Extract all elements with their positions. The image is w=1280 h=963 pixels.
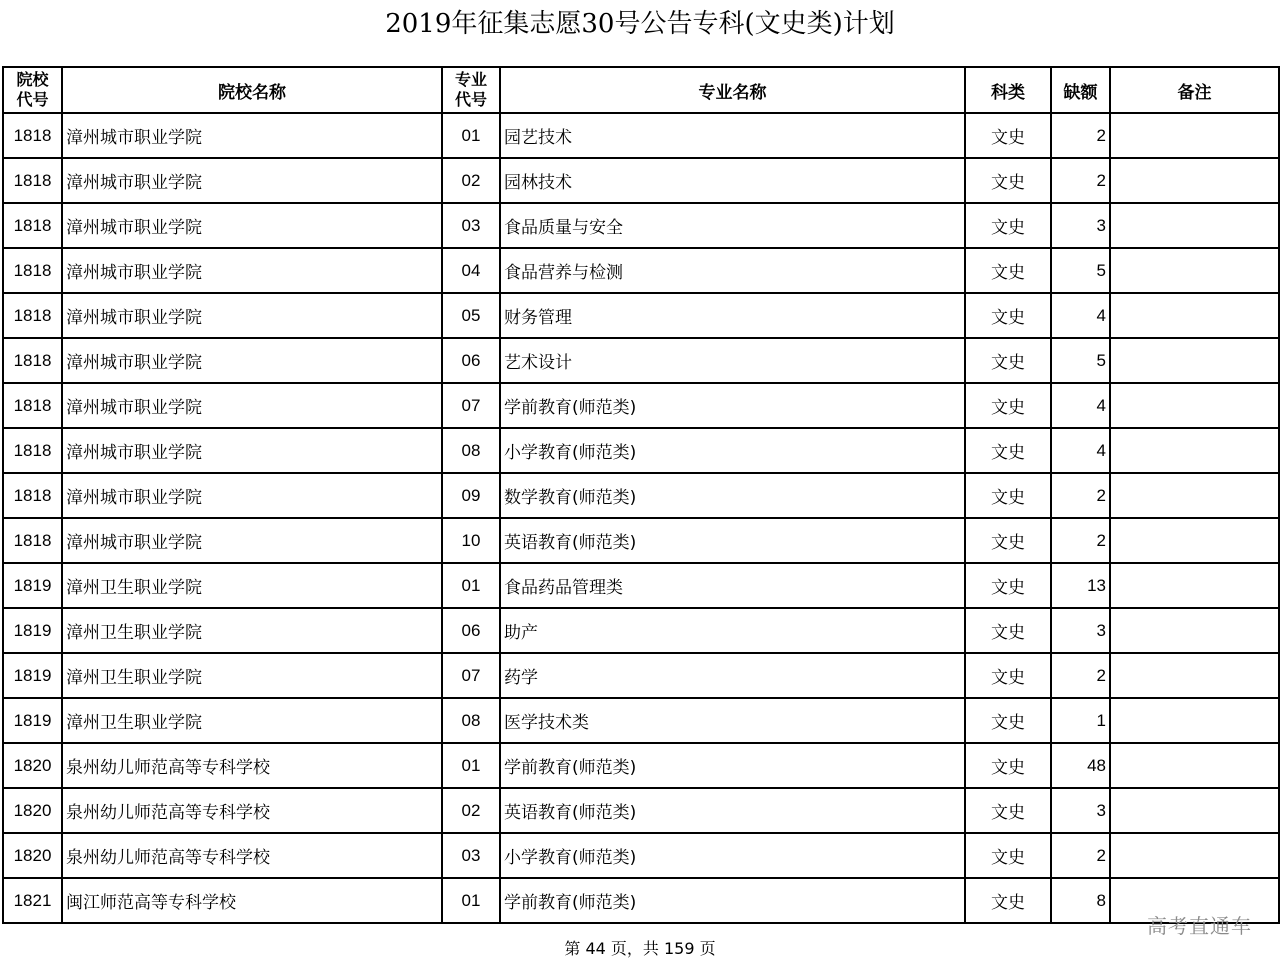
table-row [3, 428, 1279, 473]
cell-quota: 2 [1051, 833, 1110, 878]
cell-school-name: 漳州卫生职业学院 [62, 653, 442, 698]
table-row [3, 653, 1279, 698]
cell-note [1110, 518, 1279, 563]
cell-school-code: 1820 [3, 743, 62, 788]
cell-major-code: 01 [442, 113, 500, 158]
table-row [3, 338, 1279, 383]
cell-school-name: 漳州城市职业学院 [62, 473, 442, 518]
cell-major-name: 园林技术 [500, 158, 965, 203]
cell-category: 文史 [965, 338, 1051, 383]
cell-note [1110, 788, 1279, 833]
cell-category: 文史 [965, 383, 1051, 428]
cell-note [1110, 158, 1279, 203]
table-row [3, 383, 1279, 428]
table-body [3, 113, 1279, 923]
cell-note [1110, 113, 1279, 158]
cell-major-code: 02 [442, 788, 500, 833]
header-school-code-line1: 院校 [16, 70, 49, 89]
cell-note [1110, 653, 1279, 698]
cell-quota: 8 [1051, 878, 1110, 923]
cell-major-name: 数学教育(师范类) [500, 473, 965, 518]
table-row [3, 158, 1279, 203]
cell-major-code: 03 [442, 203, 500, 248]
cell-school-name: 漳州城市职业学院 [62, 383, 442, 428]
cell-quota: 2 [1051, 473, 1110, 518]
page-title: 2019年征集志愿30号公告专科(文史类)计划 [385, 9, 895, 39]
cell-major-name: 园艺技术 [500, 113, 965, 158]
table-row [3, 608, 1279, 653]
cell-school-name: 漳州城市职业学院 [62, 338, 442, 383]
cell-category: 文史 [965, 293, 1051, 338]
table-row [3, 563, 1279, 608]
cell-quota: 3 [1051, 608, 1110, 653]
cell-quota: 2 [1051, 158, 1110, 203]
cell-quota: 13 [1051, 563, 1110, 608]
cell-school-name: 漳州城市职业学院 [62, 158, 442, 203]
cell-school-name: 漳州城市职业学院 [62, 428, 442, 473]
cell-school-name: 闽江师范高等专科学校 [62, 878, 442, 923]
cell-note [1110, 473, 1279, 518]
cell-note [1110, 608, 1279, 653]
cell-school-name: 漳州卫生职业学院 [62, 563, 442, 608]
header-row [3, 67, 1279, 113]
cell-major-code: 05 [442, 293, 500, 338]
header-quota: 缺额 [1051, 67, 1110, 113]
cell-category: 文史 [965, 248, 1051, 293]
cell-category: 文史 [965, 473, 1051, 518]
cell-major-name: 学前教育(师范类) [500, 743, 965, 788]
cell-category: 文史 [965, 203, 1051, 248]
cell-major-code: 06 [442, 338, 500, 383]
cell-major-code: 10 [442, 518, 500, 563]
header-school-code [3, 67, 62, 113]
cell-major-name: 食品营养与检测 [500, 248, 965, 293]
cell-school-code: 1818 [3, 518, 62, 563]
cell-major-name: 食品药品管理类 [500, 563, 965, 608]
cell-school-code: 1819 [3, 653, 62, 698]
cell-school-code: 1818 [3, 203, 62, 248]
header-category: 科类 [965, 67, 1051, 113]
cell-major-name: 英语教育(师范类) [500, 518, 965, 563]
cell-major-code: 09 [442, 473, 500, 518]
cell-school-code: 1819 [3, 563, 62, 608]
page-footer: 第 44 页，共 159 页 [564, 939, 716, 958]
header-note: 备注 [1110, 67, 1279, 113]
cell-major-code: 08 [442, 428, 500, 473]
cell-major-name: 医学技术类 [500, 698, 965, 743]
cell-note [1110, 383, 1279, 428]
cell-major-name: 学前教育(师范类) [500, 383, 965, 428]
cell-major-name: 财务管理 [500, 293, 965, 338]
cell-note [1110, 248, 1279, 293]
cell-school-name: 漳州城市职业学院 [62, 518, 442, 563]
header-major-code-line2: 代号 [454, 90, 487, 109]
cell-school-name: 漳州城市职业学院 [62, 203, 442, 248]
cell-category: 文史 [965, 158, 1051, 203]
cell-school-code: 1821 [3, 878, 62, 923]
cell-school-name: 漳州城市职业学院 [62, 113, 442, 158]
header-major-code-line1: 专业 [454, 70, 487, 89]
cell-school-code: 1819 [3, 698, 62, 743]
cell-quota: 4 [1051, 293, 1110, 338]
cell-note [1110, 833, 1279, 878]
cell-major-name: 英语教育(师范类) [500, 788, 965, 833]
cell-major-code: 01 [442, 743, 500, 788]
cell-category: 文史 [965, 833, 1051, 878]
header-major-code [442, 67, 500, 113]
cell-school-code: 1818 [3, 248, 62, 293]
header-school-name: 院校名称 [62, 67, 442, 113]
cell-category: 文史 [965, 788, 1051, 833]
cell-school-name: 泉州幼儿师范高等专科学校 [62, 743, 442, 788]
cell-school-code: 1820 [3, 833, 62, 878]
cell-note [1110, 338, 1279, 383]
cell-quota: 4 [1051, 428, 1110, 473]
table-row [3, 248, 1279, 293]
cell-school-code: 1818 [3, 293, 62, 338]
cell-major-name: 艺术设计 [500, 338, 965, 383]
cell-major-name: 小学教育(师范类) [500, 833, 965, 878]
table-row [3, 788, 1279, 833]
cell-school-name: 漳州城市职业学院 [62, 248, 442, 293]
cell-school-name: 漳州城市职业学院 [62, 293, 442, 338]
cell-school-code: 1818 [3, 158, 62, 203]
header-school-code-line2: 代号 [16, 90, 49, 109]
watermark: 高考直通车 [1147, 914, 1252, 938]
cell-major-code: 03 [442, 833, 500, 878]
header-major-name: 专业名称 [500, 67, 965, 113]
cell-school-code: 1818 [3, 338, 62, 383]
cell-quota: 2 [1051, 653, 1110, 698]
cell-category: 文史 [965, 113, 1051, 158]
cell-category: 文史 [965, 518, 1051, 563]
cell-school-name: 泉州幼儿师范高等专科学校 [62, 788, 442, 833]
cell-category: 文史 [965, 653, 1051, 698]
cell-school-code: 1818 [3, 113, 62, 158]
cell-category: 文史 [965, 743, 1051, 788]
table-row [3, 113, 1279, 158]
cell-note [1110, 428, 1279, 473]
cell-school-code: 1818 [3, 383, 62, 428]
cell-category: 文史 [965, 608, 1051, 653]
cell-note [1110, 743, 1279, 788]
cell-quota: 3 [1051, 203, 1110, 248]
cell-school-code: 1818 [3, 473, 62, 518]
cell-category: 文史 [965, 878, 1051, 923]
cell-note [1110, 563, 1279, 608]
cell-major-code: 06 [442, 608, 500, 653]
cell-major-name: 学前教育(师范类) [500, 878, 965, 923]
cell-major-code: 07 [442, 653, 500, 698]
cell-category: 文史 [965, 563, 1051, 608]
cell-school-code: 1819 [3, 608, 62, 653]
cell-category: 文史 [965, 428, 1051, 473]
cell-major-code: 01 [442, 878, 500, 923]
cell-major-name: 小学教育(师范类) [500, 428, 965, 473]
cell-school-code: 1820 [3, 788, 62, 833]
cell-major-name: 药学 [500, 653, 965, 698]
cell-major-code: 07 [442, 383, 500, 428]
table-header [3, 67, 1279, 113]
cell-quota: 5 [1051, 338, 1110, 383]
cell-quota: 1 [1051, 698, 1110, 743]
cell-school-name: 漳州卫生职业学院 [62, 698, 442, 743]
cell-quota: 5 [1051, 248, 1110, 293]
cell-note [1110, 293, 1279, 338]
cell-category: 文史 [965, 698, 1051, 743]
cell-major-name: 食品质量与安全 [500, 203, 965, 248]
cell-school-name: 漳州卫生职业学院 [62, 608, 442, 653]
table-row [3, 743, 1279, 788]
table-row [3, 293, 1279, 338]
plan-table [2, 66, 1280, 924]
cell-major-code: 04 [442, 248, 500, 293]
table-row [3, 878, 1279, 923]
cell-quota: 3 [1051, 788, 1110, 833]
cell-quota: 2 [1051, 113, 1110, 158]
cell-school-name: 泉州幼儿师范高等专科学校 [62, 833, 442, 878]
cell-major-name: 助产 [500, 608, 965, 653]
table-row [3, 473, 1279, 518]
table-row [3, 698, 1279, 743]
cell-school-code: 1818 [3, 428, 62, 473]
table-row [3, 518, 1279, 563]
cell-note [1110, 203, 1279, 248]
cell-quota: 48 [1051, 743, 1110, 788]
table-row [3, 833, 1279, 878]
cell-quota: 2 [1051, 518, 1110, 563]
cell-quota: 4 [1051, 383, 1110, 428]
table-row [3, 203, 1279, 248]
cell-note [1110, 698, 1279, 743]
cell-major-code: 08 [442, 698, 500, 743]
cell-major-code: 01 [442, 563, 500, 608]
cell-major-code: 02 [442, 158, 500, 203]
